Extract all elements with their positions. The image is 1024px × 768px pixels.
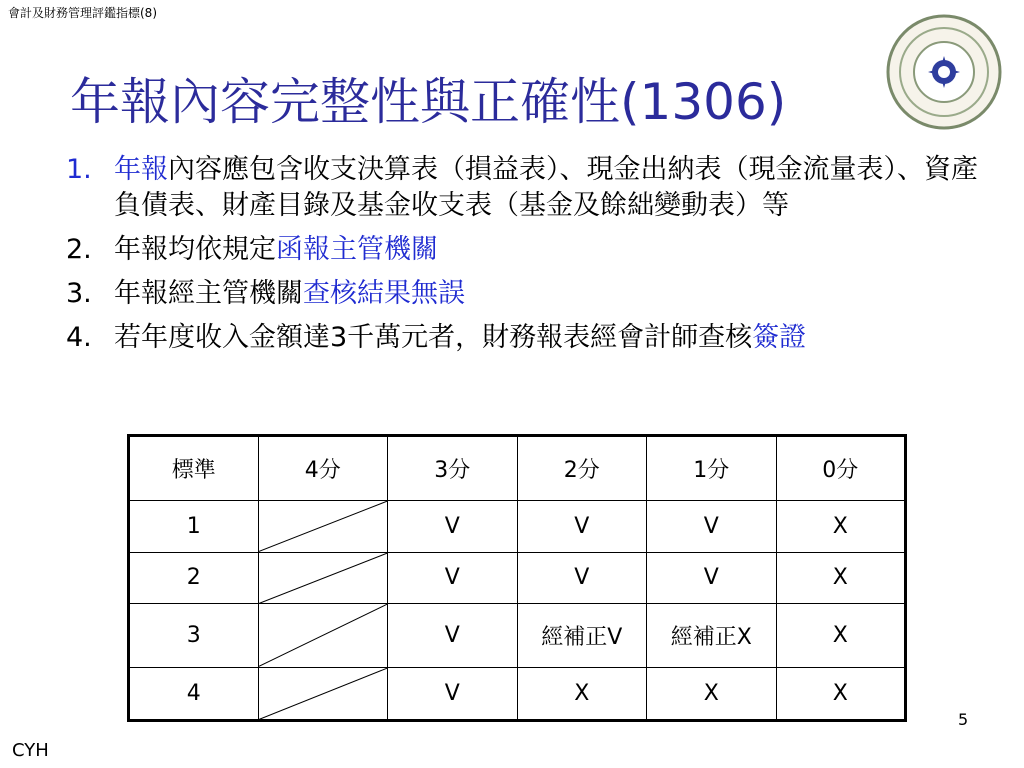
table-cell: V (517, 501, 647, 552)
not-applicable-cell (258, 501, 388, 552)
table-cell: 經補正X (647, 604, 777, 667)
university-seal-logo (884, 12, 1004, 132)
table-cell: V (517, 552, 647, 603)
table-header-row (129, 436, 906, 501)
list-item-1 (66, 152, 986, 224)
table-header-cell: 3分 (388, 436, 518, 501)
highlight-text: 查核結果無誤 (303, 278, 465, 309)
table-cell: X (776, 667, 906, 720)
table-cell: 2 (129, 552, 259, 603)
table-cell: X (517, 667, 647, 720)
table-cell: 3 (129, 604, 259, 667)
table-cell: X (776, 604, 906, 667)
table-row (129, 604, 906, 667)
table-header-cell: 0分 (776, 436, 906, 501)
table-cell: X (776, 501, 906, 552)
table-header-cell: 標準 (129, 436, 259, 501)
slide-title: 年報內容完整性與正確性(1306) (70, 73, 787, 131)
body-text: 內容應包含收支決算表（損益表）、現金出納表（現金流量表）、資產負債表、財產目錄及基金收支表（基金及餘絀變動表）等 (114, 154, 978, 221)
table-cell: V (388, 667, 518, 720)
table-row (129, 501, 906, 552)
not-applicable-cell (258, 552, 388, 603)
table-cell: X (647, 667, 777, 720)
highlight-text: 年報 (114, 154, 168, 185)
item-number: 1. (66, 154, 92, 185)
body-text: 年報均依規定 (114, 234, 276, 265)
table-row (129, 667, 906, 720)
item-number: 4. (66, 322, 92, 353)
body-text: 若年度收入金額達3千萬元者，財務報表經會計師查核 (114, 322, 753, 353)
item-number: 3. (66, 278, 92, 309)
not-applicable-cell (258, 667, 388, 720)
table-cell: 經補正V (517, 604, 647, 667)
highlight-text: 函報主管機關 (276, 234, 438, 265)
table-cell: V (647, 552, 777, 603)
item-text (114, 232, 986, 268)
table-header-cell: 2分 (517, 436, 647, 501)
not-applicable-cell (258, 604, 388, 667)
table-cell: X (776, 552, 906, 603)
list-item-3 (66, 276, 986, 312)
table-cell: 1 (129, 501, 259, 552)
criteria-list (66, 152, 986, 364)
scoring-table (127, 434, 907, 722)
item-text (114, 320, 986, 356)
header-note: 會計及財務管理評鑑指標(8) (8, 6, 157, 20)
item-text (114, 152, 986, 224)
page-number: 5 (958, 710, 969, 729)
author-label: CYH (12, 740, 49, 761)
item-number: 2. (66, 234, 92, 265)
list-item-4 (66, 320, 986, 356)
table-row (129, 552, 906, 603)
body-text: 年報經主管機關 (114, 278, 303, 309)
table-cell: V (388, 501, 518, 552)
table-header-cell: 1分 (647, 436, 777, 501)
table-header-cell: 4分 (258, 436, 388, 501)
item-text (114, 276, 986, 312)
highlight-text: 簽證 (752, 322, 807, 353)
table-cell: V (647, 501, 777, 552)
table-cell: 4 (129, 667, 259, 720)
list-item-2 (66, 232, 986, 268)
table-cell: V (388, 552, 518, 603)
table-cell: V (388, 604, 518, 667)
